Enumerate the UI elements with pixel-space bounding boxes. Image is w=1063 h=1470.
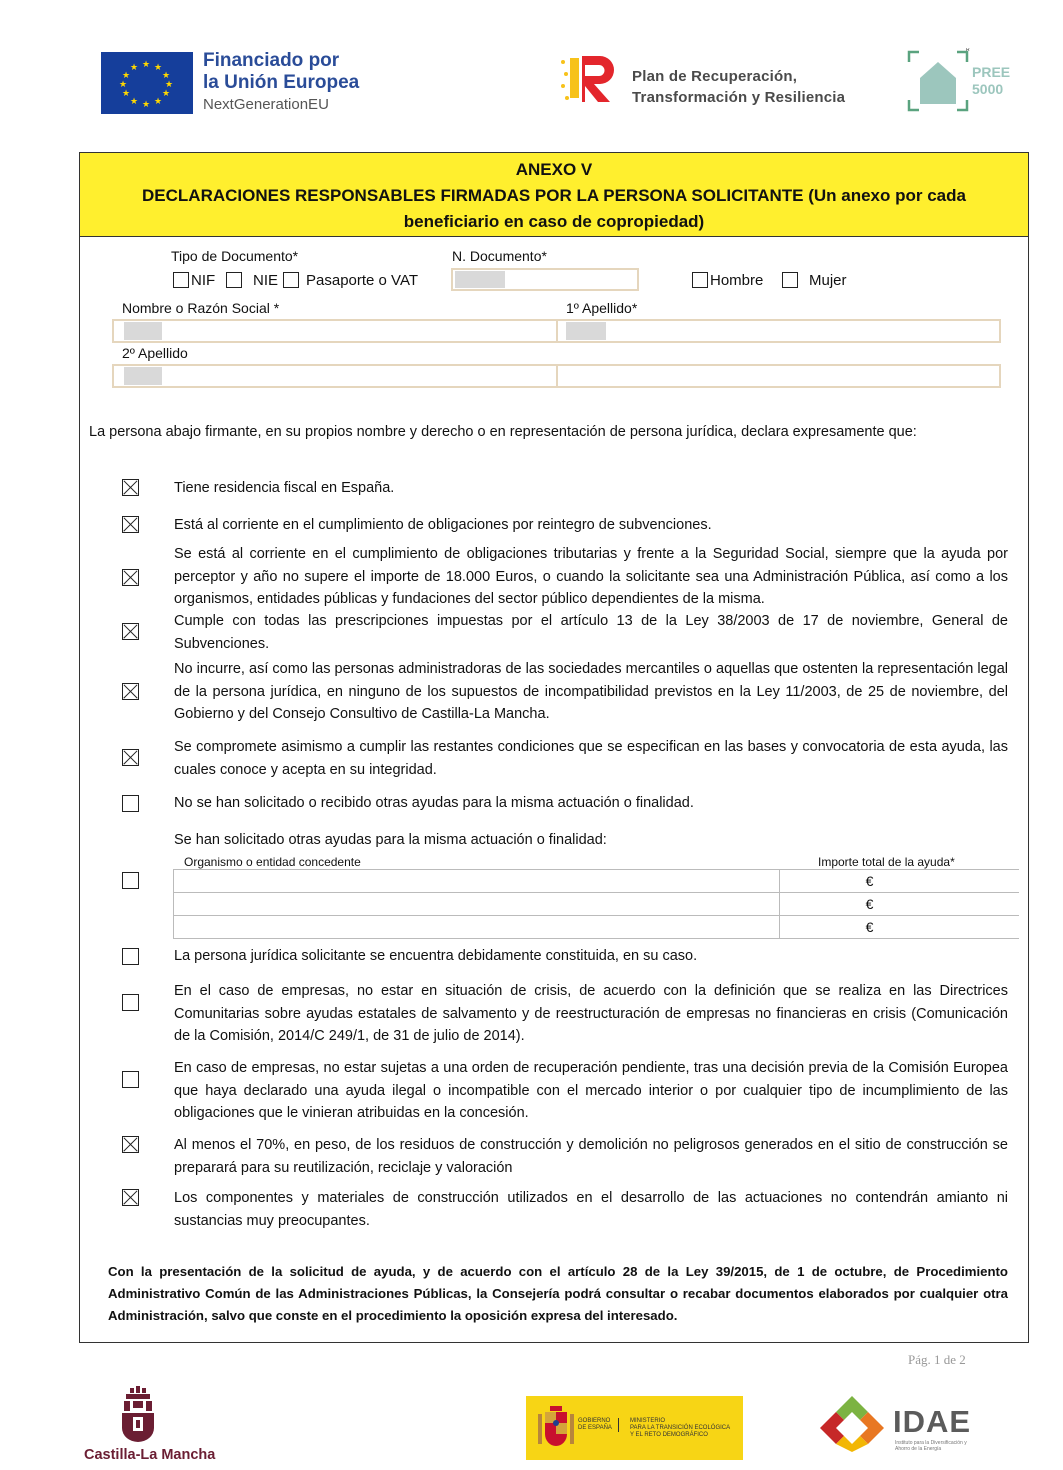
declaration-text-12: Al menos el 70%, en peso, de los residuos de construcción y demolición no peligrosos generados en el sitio de construcción se preparará para su reutilización, reciclaje y valoración (174, 1137, 1008, 1176)
pree-line-2: 5000 (972, 81, 1004, 97)
n-documento-label: N. Documento* (452, 248, 547, 264)
pasaporte-label: Pasaporte o VAT (306, 272, 419, 289)
annex-banner (80, 153, 1028, 237)
declaration-checkbox-4[interactable] (122, 623, 139, 640)
aid-row (173, 870, 1019, 893)
data-consultation-note: Con la presentación de la solicitud de ayuda, y de acuerdo con el artículo 28 de la Ley 39/2015, de 1 de octubre, de Procedimiento Administrativo Común de las Administraciones Públicas, la Consejería podrá consultar o recabar documentos elaborados por cualquier otra Administración, salvo que conste en el procedimiento la oposición expresa del interesado. (108, 1264, 1008, 1323)
other-aid-table (173, 869, 1019, 939)
plan-line-2: Transformación y Resiliencia (632, 89, 846, 106)
declaration-checkbox-5[interactable] (122, 683, 139, 700)
field-highlight (455, 271, 505, 288)
declaration-text-1: Tiene residencia fiscal en España. (174, 480, 395, 496)
gobierno-text (578, 1418, 619, 1432)
declaration-text-13: Los componentes y materiales de construcción utilizados en el desarrollo de las actuaciones no contendrán amianto ni sustancias muy preocupantes. (174, 1190, 1008, 1229)
annex-title: ANEXO V (515, 160, 593, 179)
eu-line-2: la Unión Europea (203, 72, 360, 93)
declaration-checkbox-3[interactable] (122, 569, 139, 586)
hombre-checkbox[interactable] (692, 272, 708, 288)
declaration-checkbox-10[interactable] (122, 994, 139, 1011)
declaration-text-6: Se compromete asimismo a cumplir las restantes condiciones que se especifican en las bases y convocatoria de esta ayuda, las cuales conoce y acepta en su integridad. (174, 739, 1008, 778)
min-line-2: PARA LA TRANSICIÓN ECOLÓGICA (630, 1425, 731, 1431)
field-highlight (566, 322, 606, 340)
aid-amount-cell[interactable]: € (865, 896, 874, 912)
declaration-checkbox-13[interactable] (122, 1189, 139, 1206)
declaration-checkbox-2[interactable] (122, 516, 139, 533)
aid-org-cell[interactable] (173, 893, 780, 915)
min-line-3: Y EL RETO DEMOGRÁFICO (630, 1432, 708, 1438)
aid-row (173, 916, 1019, 939)
eu-funding-text (203, 50, 359, 116)
aid-org-header: Organismo o entidad concedente (184, 855, 361, 869)
eu-flag-logo: ★ ★ ★ ★ ★ ★ ★ ★ ★ ★ ★ ★ (101, 52, 193, 114)
gob-line-2: DE ESPAÑA (578, 1425, 612, 1431)
aid-amount-cell[interactable]: € (865, 919, 874, 935)
gob-line-1: GOBIERNO (578, 1418, 611, 1424)
idae-subtitle: Instituto para la Diversificación y Ahorro de la Energía (895, 1440, 967, 1452)
declaration-text-10: En el caso de empresas, no estar en situación de crisis, de acuerdo con la definición que se realiza en las Directrices Comunitarias sobre ayudas estatales de salvamento y de reestructuración de empresas no financieras en crisis (Comunicación de la Comisión, 2014/C 249/1, de 31 de julio de 2014). (174, 983, 1008, 1044)
declaration-checkbox-6[interactable] (122, 749, 139, 766)
field-highlight (124, 367, 162, 385)
aid-org-cell[interactable] (173, 870, 780, 892)
mujer-label: Mujer (809, 272, 847, 289)
declaration-text-3: Se está al corriente en el cumplimiento de obligaciones tributarias y frente a la Seguridad Social, siempre que la ayuda por perceptor y año no supere el importe de 18.000 Euros, o cuando la solicitante sea una Administración Pública, así como a los organismos, entidades públicas y fundaciones del sector público dependientes de la misma. (174, 546, 1008, 607)
pree-line-1: PREE (972, 64, 1011, 80)
page-number: Pág. 1 de 2 (908, 1352, 966, 1367)
castilla-la-mancha-crest-icon (116, 1386, 160, 1444)
nif-label: NIF (191, 272, 216, 289)
eu-line-1: Financiado por (203, 50, 340, 71)
apellido1-label: 1º Apellido* (566, 300, 638, 316)
declaration-checkbox-9[interactable] (122, 948, 139, 965)
apellido2-label: 2º Apellido (122, 345, 188, 361)
plan-line-1: Plan de Recuperación, (632, 68, 798, 85)
aid-row (173, 893, 1019, 916)
hombre-label: Hombre (710, 272, 764, 289)
castilla-la-mancha-label: Castilla-La Mancha (84, 1447, 216, 1463)
apellido1-field[interactable] (556, 319, 1001, 343)
nie-label: NIE (253, 272, 279, 289)
declaration-text-8: Se han solicitado otras ayudas para la misma actuación o finalidad: (174, 832, 607, 848)
apellido2-extra-field[interactable] (556, 364, 1001, 388)
annex-subtitle-line-1: DECLARACIONES RESPONSABLES FIRMADAS POR LA PERSONA SOLICITANTE (Un anexo por cada (142, 186, 966, 205)
n-documento-field[interactable] (451, 268, 639, 291)
pasaporte-checkbox[interactable] (283, 272, 299, 288)
pree-text (972, 64, 1010, 98)
aid-org-cell[interactable] (173, 916, 780, 938)
declaration-text-4: Cumple con todas las prescripciones impuestas por el artículo 13 de la Ley 38/2003 de 17 de noviembre, General de Subvenciones. (174, 613, 1008, 652)
declaration-text-2: Está al corriente en el cumplimiento de obligaciones por reintegro de subvenciones. (174, 517, 712, 533)
min-line-1: MINISTERIO (630, 1418, 666, 1424)
aid-amount-header: Importe total de la ayuda* (818, 855, 955, 869)
declaration-checkbox-8[interactable] (122, 872, 139, 889)
ministerio-text (630, 1418, 730, 1439)
declaration-checkbox-12[interactable] (122, 1136, 139, 1153)
declaration-text-9: La persona jurídica solicitante se encuentra debidamente constituida, en su caso. (174, 948, 698, 964)
nie-checkbox[interactable] (226, 272, 242, 288)
aid-amount-cell[interactable]: € (865, 873, 874, 889)
nombre-field[interactable] (112, 319, 558, 343)
prtr-logo (560, 52, 620, 106)
declaration-checkbox-11[interactable] (122, 1071, 139, 1088)
mujer-checkbox[interactable] (782, 272, 798, 288)
nif-checkbox[interactable] (173, 272, 189, 288)
declaration-text-11: En caso de empresas, no estar sujetas a una orden de recuperación pendiente, tras una decisión previa de la Comisión Europea que haya declarado una ayuda ilegal o incompatible con el mercado interior o por cualquier tipo de incumplimiento de las obligaciones que le vinieran atribuidas en la concesión. (174, 1060, 1008, 1121)
pree-registered-mark: R (966, 48, 970, 53)
nombre-label: Nombre o Razón Social * (122, 300, 280, 316)
pree-house-logo (906, 48, 970, 114)
gobierno-espana-logo (526, 1396, 743, 1460)
declaration-checkbox-1[interactable] (122, 479, 139, 496)
tipo-documento-label: Tipo de Documento* (171, 248, 299, 264)
annex-subtitle-line-2: beneficiario en caso de copropiedad) (403, 212, 705, 231)
declaration-text-5: No incurre, así como las personas administradoras de las sociedades mercantiles o aquellas que ostenten la representación legal de la persona jurídica, en ninguno de los supuestos de incompatibilidad previstos en la Ley 11/2003, de 25 de noviembre, del Gobierno y del Consejo Consultivo de Castilla-La Mancha. (174, 661, 1008, 722)
declaration-checkbox-7[interactable] (122, 795, 139, 812)
eu-line-3: NextGenerationEU (203, 96, 329, 113)
idae-logo-icon (816, 1394, 888, 1454)
field-highlight (124, 322, 162, 340)
apellido2-field[interactable] (112, 364, 558, 388)
declaration-text-7: No se han solicitado o recibido otras ayudas para la misma actuación o finalidad. (174, 795, 694, 811)
declaration-intro: La persona abajo firmante, en su propios nombre y derecho o en representación de persona jurídica, declara expresamente que: (89, 424, 917, 440)
idae-label: IDAE (893, 1404, 972, 1439)
plan-recuperacion-text (632, 66, 845, 108)
spain-coat-of-arms-icon (536, 1404, 576, 1452)
